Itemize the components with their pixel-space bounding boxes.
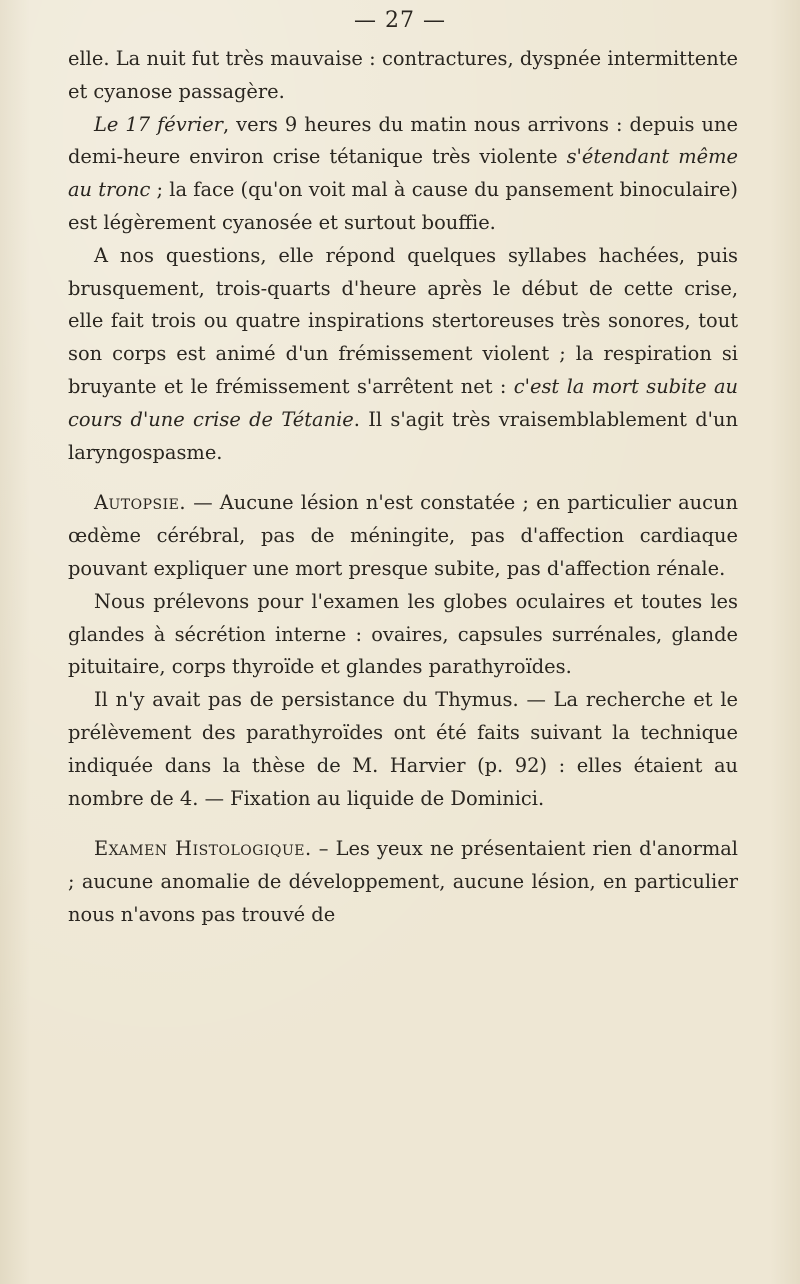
date-italic: Le 17 février: [94, 112, 223, 136]
section-heading: Autopsie.: [94, 491, 187, 515]
paragraph-1: elle. La nuit fut très mauvaise : contractures, dyspnée intermittente et cyanose passagère.: [68, 47, 738, 103]
emphasis-italic: c'est la mort subite au cours d'une crise de Tétanie: [68, 374, 738, 431]
paragraph-2: Le 17 février, vers 9 heures du matin nous arrivons : depuis une demi-heure environ crise tétanique très violente s'étendant même au tronc ; la face (qu'on voit mal à cause du pansement binoculaire) est légèrement cyanosée et surtout bouffie.: [68, 112, 738, 234]
paragraph-examen: Examen Histologique. – Les yeux ne présentaient rien d'anormal ; aucune anomalie de développement, aucune lésion, en particulier nous n'avons pas trouvé de: [68, 837, 738, 926]
paragraph-3: A nos questions, elle répond quelques syllabes hachées, puis brusquement, trois-quarts d'heure après le début de cette crise, elle fait trois ou quatre inspirations stertoreuses très sonores, tout son corps est animé d'un frémissement violent ; la respiration si bruyante et le frémissement s'arrêtent net : c'est la mort subite au cours d'une crise de Tétanie. Il s'agit très vraisemblablement d'un laryngospasme.: [68, 243, 738, 464]
paragraph-autopsie: Autopsie. — Aucune lésion n'est constatée ; en particulier aucun œdème cérébral, pas de méningite, pas d'affection cardiaque pouvant expliquer une mort presque subite, pas d'affection rénale.: [68, 491, 738, 580]
page-number: — 27 —: [354, 8, 446, 33]
section-heading: Examen Histologique.: [94, 837, 312, 861]
body-text: [68, 43, 738, 932]
paragraph-5: Nous prélevons pour l'examen les globes oculaires et toutes les glandes à sécrétion interne : ovaires, capsules surrénales, glande pituitaire, corps thyroïde et glandes parathyroïdes.: [68, 589, 738, 679]
emphasis-italic: s'étendant même au tronc: [68, 145, 738, 202]
paragraph-6: Il n'y avait pas de persistance du Thymus. — La recherche et le prélèvement des parathyroïdes ont été faits suivant la technique indiquée dans la thèse de M. Harvier (p. 92) : elles étaient au nombre de 4. — Fixation au liquide de Dominici.: [68, 688, 738, 810]
